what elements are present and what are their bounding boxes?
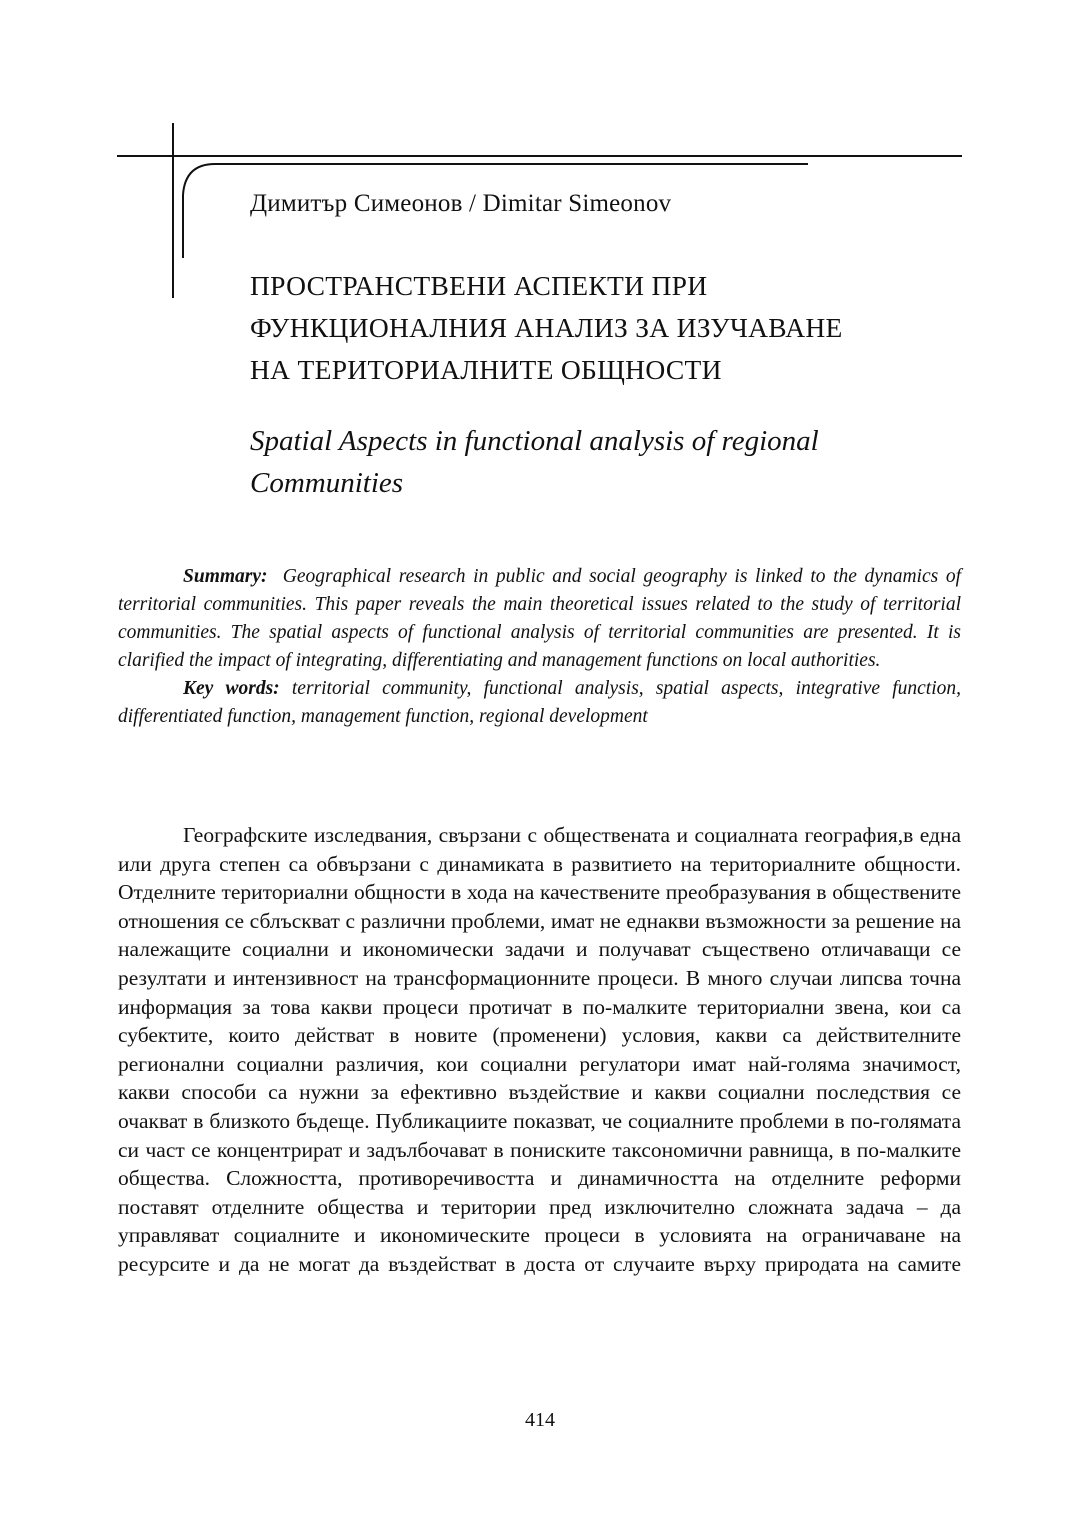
title-bg-line: ФУНКЦИОНАЛНИЯ АНАЛИЗ ЗА ИЗУЧАВАНЕ: [250, 312, 843, 343]
title-bg-line: ПРОСТРАНСТВЕНИ АСПЕКТИ ПРИ: [250, 270, 708, 301]
summary-text: Geographical research in public and social geography is linked to the dynamics of territorial communities. This paper reveals the main theoretical issues related to the study of territorial communities. The spatial aspects of functional analysis of territorial communities are presented. It is clarified the impact of integrating, differentiating and management functions on local authorities.: [118, 566, 962, 671]
author-line: Димитър Симеонов / Dimitar Simeonov: [250, 190, 672, 217]
title-english: Spatial Aspects in functional analysis of regional Communities: [250, 425, 819, 499]
title-bulgarian: [250, 265, 970, 391]
body-paragraph: Географските изследвания, свързани с обществената и социалната география,в една или друга степен са обвързани с динамиката в развитието на териториалните общности. Отделните териториални общности в хода на качествените преобразувания в обществените отношения се сблъскват с различни проблеми, имат не еднакви възможности за решение на належащите социални и икономически задачи и получават съществено отличаващи се резултати и интензивност на трансформационните процеси. В много случаи липсва точна информация за това какви процеси протичат в по-малките териториални звена, кои са субектите, които действат в новите (променени) условия, какви са действителните регионални социални различия, кои социални регулатори имат най-голяма значимост, какви способи са нужни за ефективно въздействие и какви социални последствия се очакват в близкото бъдеще. Публикациите показват, че социалните проблеми в по-голямата си част се концентрират и задълбочават в пониските таксономични равнища, в по-малките общества. Сложността, противоречивостта и динамичността на отделните реформи поставят отделните общества и територии пред изключително сложната задача – да управляват социалните и икономическите процеси в условията на ограничаване на ресурсите и да не могат да въздействат в доста от случаите върху природата на самите: [118, 823, 961, 1276]
summary-label: Summary:: [183, 566, 268, 587]
summary-paragraph: [118, 563, 961, 675]
keywords-label: Key words:: [183, 678, 280, 699]
keywords-text: territorial community, functional analysis, spatial aspects, integrative function, differentiated function, management function, regional development: [118, 678, 962, 727]
title-bg-line: НА ТЕРИТОРИАЛНИТЕ ОБЩНОСТИ: [250, 354, 722, 385]
keywords-paragraph: [118, 675, 961, 731]
abstract-block: [118, 563, 961, 731]
page-number: 414: [525, 1409, 555, 1431]
